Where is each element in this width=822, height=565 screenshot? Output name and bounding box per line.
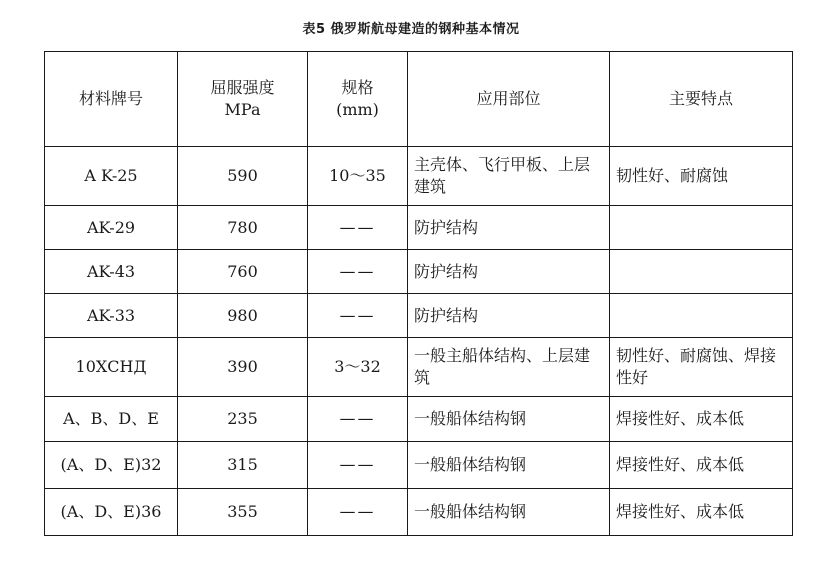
cell-yield: 980 (178, 294, 308, 338)
table-row (45, 442, 793, 489)
cell-yield: 760 (178, 250, 308, 294)
table-caption: 表5 俄罗斯航母建造的钢种基本情况 (302, 22, 520, 37)
cell-application: 一般主船体结构、上层建筑 (408, 338, 610, 397)
cell-spec: —— (308, 397, 408, 442)
cell-material: A、B、D、E (45, 397, 178, 442)
table-row (45, 489, 793, 536)
header-material: 材料牌号 (45, 52, 178, 147)
cell-application: 防护结构 (408, 206, 610, 250)
table-row (45, 206, 793, 250)
cell-material: AK-29 (45, 206, 178, 250)
cell-features: 焊接性好、成本低 (610, 442, 793, 489)
header-application: 应用部位 (408, 52, 610, 147)
cell-features: 焊接性好、成本低 (610, 489, 793, 536)
cell-yield: 315 (178, 442, 308, 489)
cell-features (610, 206, 793, 250)
cell-spec: —— (308, 294, 408, 338)
cell-material: AK-43 (45, 250, 178, 294)
cell-material: 10ХСНД (45, 338, 178, 397)
cell-application: 一般船体结构钢 (408, 442, 610, 489)
table-row (45, 397, 793, 442)
steel-grades-table (44, 51, 793, 536)
cell-material: (A、D、E)32 (45, 442, 178, 489)
cell-application: 一般船体结构钢 (408, 397, 610, 442)
cell-spec: 10～35 (308, 147, 408, 206)
table-row (45, 147, 793, 206)
table-row (45, 338, 793, 397)
cell-material: (A、D、E)36 (45, 489, 178, 536)
cell-spec: —— (308, 442, 408, 489)
table-row (45, 250, 793, 294)
cell-material: AK-33 (45, 294, 178, 338)
cell-spec: —— (308, 250, 408, 294)
cell-yield: 590 (178, 147, 308, 206)
cell-yield: 235 (178, 397, 308, 442)
table-row (45, 294, 793, 338)
cell-application: 防护结构 (408, 250, 610, 294)
cell-features: 焊接性好、成本低 (610, 397, 793, 442)
cell-spec: —— (308, 206, 408, 250)
header-yield-unit: MPa (224, 100, 261, 119)
cell-yield: 355 (178, 489, 308, 536)
cell-features: 韧性好、耐腐蚀 (610, 147, 793, 206)
header-features: 主要特点 (610, 52, 793, 147)
cell-yield: 390 (178, 338, 308, 397)
cell-application: 防护结构 (408, 294, 610, 338)
cell-spec: 3～32 (308, 338, 408, 397)
header-yield-strength (178, 52, 308, 147)
header-spec-label: 规格 (341, 78, 374, 97)
header-spec-unit: (mm) (336, 100, 379, 119)
cell-features: 韧性好、耐腐蚀、焊接性好 (610, 338, 793, 397)
cell-material: A K-25 (45, 147, 178, 206)
cell-application: 一般船体结构钢 (408, 489, 610, 536)
cell-application: 主壳体、飞行甲板、上层建筑 (408, 147, 610, 206)
header-yield-label: 屈服强度 (210, 78, 275, 97)
cell-yield: 780 (178, 206, 308, 250)
header-spec (308, 52, 408, 147)
cell-spec: —— (308, 489, 408, 536)
cell-features (610, 294, 793, 338)
cell-features (610, 250, 793, 294)
table-header-row (45, 52, 793, 147)
